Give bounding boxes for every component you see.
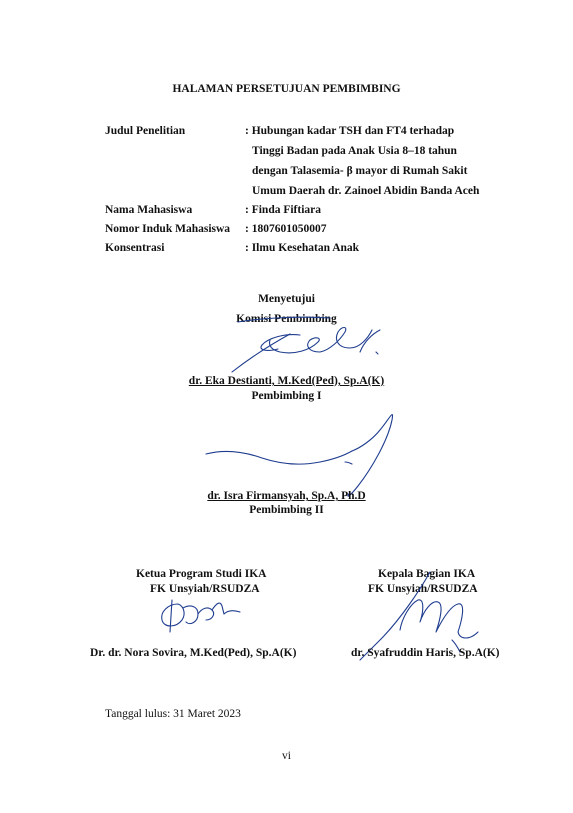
- konsentrasi-value: : Ilmu Kesehatan Anak: [245, 242, 360, 254]
- judul-line-3: dengan Talasemia- β mayor di Rumah Sakit: [252, 165, 468, 177]
- supervisor-1-role: Pembimbing I: [251, 390, 322, 402]
- supervisor-1-name: dr. Eka Destianti, M.Ked(Ped), Sp.A(K): [188, 375, 385, 387]
- right-sign-title-2: FK Unsyiah/RSUDZA: [368, 583, 478, 595]
- judul-label: Judul Penelitian: [105, 125, 186, 137]
- supervisor-2-role: Pembimbing II: [249, 504, 324, 516]
- nim-label: Nomor Induk Mahasiswa: [105, 223, 231, 235]
- left-sign-title-2: FK Unsyiah/RSUDZA: [150, 583, 260, 595]
- left-sign-name: Dr. dr. Nora Sovira, M.Ked(Ped), Sp.A(K): [90, 647, 297, 659]
- konsentrasi-label: Konsentrasi: [105, 242, 165, 254]
- nama-value: : Finda Fiftiara: [245, 204, 322, 216]
- judul-line-4: Umum Daerah dr. Zainoel Abidin Banda Aceh: [252, 185, 480, 197]
- left-sign-title-1: Ketua Program Studi IKA: [136, 568, 267, 580]
- nama-label: Nama Mahasiswa: [105, 204, 193, 216]
- right-sign-title-1: Kepala Bagian IKA: [378, 568, 476, 580]
- judul-line-2: Tinggi Badan pada Anak Usia 8–18 tahun: [252, 145, 457, 157]
- menyetujui-label: Menyetujui: [258, 293, 315, 305]
- komisi-label: Komisi Pembimbing: [236, 313, 337, 325]
- supervisor-2-name: dr. Isra Firmansyah, Sp.A, Ph.D: [207, 490, 366, 502]
- graduation-date: Tanggal lulus: 31 Maret 2023: [105, 708, 241, 720]
- judul-line-1: : Hubungan kadar TSH dan FT4 terhadap: [245, 125, 455, 137]
- page-title: HALAMAN PERSETUJUAN PEMBIMBING: [172, 83, 401, 95]
- page-number: vi: [282, 750, 291, 762]
- right-sign-name: dr. Syafruddin Haris, Sp.A(K): [351, 647, 500, 659]
- nim-value: : 1807601050007: [245, 223, 327, 235]
